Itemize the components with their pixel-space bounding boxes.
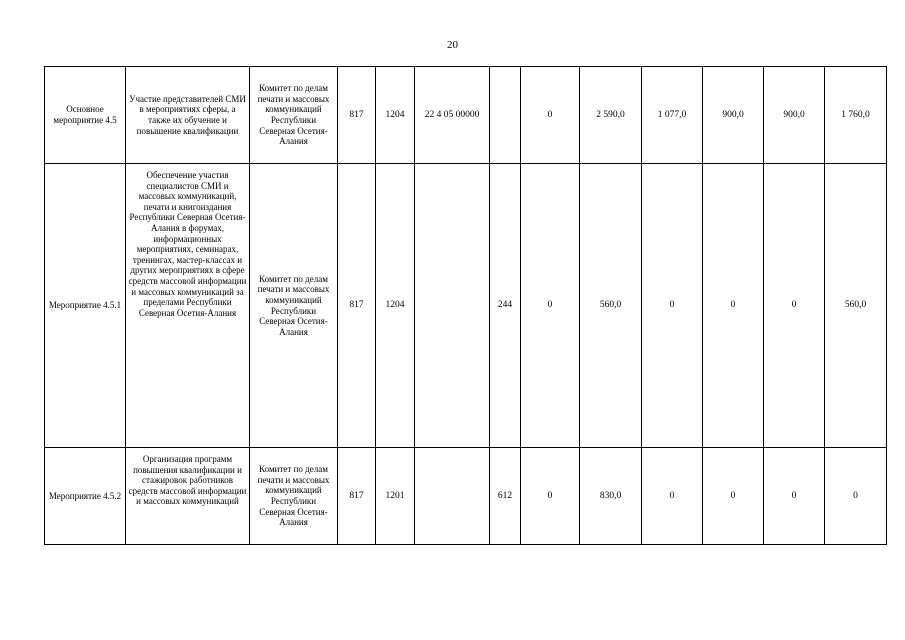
rzpr-cell: 1204 (376, 67, 415, 164)
grbs-cell: 817 (338, 67, 376, 164)
event-name-cell: Основное мероприятие 4.5 (45, 67, 126, 164)
rzpr-cell: 1201 (376, 448, 415, 545)
amount-cell: 0 (703, 448, 764, 545)
vr-cell (490, 67, 521, 164)
amount-cell: 0 (521, 67, 580, 164)
amount-cell: 0 (521, 164, 580, 448)
table-row (45, 67, 887, 164)
amount-cell: 0 (825, 448, 887, 545)
table-row (45, 448, 887, 545)
rzpr-cell: 1204 (376, 164, 415, 448)
amount-cell: 0 (642, 164, 703, 448)
event-name-cell: Мероприятие 4.5.2 (45, 448, 126, 545)
amount-cell: 0 (703, 164, 764, 448)
amount-cell: 1 760,0 (825, 67, 887, 164)
amount-cell: 560,0 (580, 164, 642, 448)
grbs-cell: 817 (338, 448, 376, 545)
event-description-cell: Участие представителей СМИ в мероприятиях сферы, а также их обучение и повышение квалификации (126, 67, 250, 164)
event-name-cell: Мероприятие 4.5.1 (45, 164, 126, 448)
executor-cell: Комитет по делам печати и массовых коммуникаций Республики Северная Осетия-Алания (250, 67, 338, 164)
amount-cell: 830,0 (580, 448, 642, 545)
amount-cell: 0 (764, 164, 825, 448)
amount-cell: 0 (521, 448, 580, 545)
vr-cell: 244 (490, 164, 521, 448)
executor-cell: Комитет по делам печати и массовых коммуникаций Республики Северная Осетия-Алания (250, 448, 338, 545)
amount-cell: 900,0 (764, 67, 825, 164)
page-number: 20 (447, 39, 458, 51)
amount-cell: 560,0 (825, 164, 887, 448)
event-description-cell: Обеспечение участия специалистов СМИ и массовых коммуникаций, печати и книгоиздания Республики Северная Осетия-Алания в форумах, информационных мероприятиях, семинарах, тренингах, мастер-классах и других мероприятиях в сфере средств массовой информации и массовых коммуникаций за пределами Республики Северная Осетия-Алания (126, 164, 250, 448)
amount-cell: 0 (764, 448, 825, 545)
vr-cell: 612 (490, 448, 521, 545)
csr-cell: 22 4 05 00000 (415, 67, 490, 164)
csr-cell (415, 448, 490, 545)
budget-table (44, 66, 887, 545)
table-row (45, 164, 887, 448)
amount-cell: 0 (642, 448, 703, 545)
event-description-cell: Организация программ повышения квалификации и стажировок работников средств массовой информации и массовых коммуникаций (126, 448, 250, 545)
amount-cell: 1 077,0 (642, 67, 703, 164)
grbs-cell: 817 (338, 164, 376, 448)
csr-cell (415, 164, 490, 448)
amount-cell: 900,0 (703, 67, 764, 164)
amount-cell: 2 590,0 (580, 67, 642, 164)
executor-cell: Комитет по делам печати и массовых коммуникаций Республики Северная Осетия-Алания (250, 164, 338, 448)
